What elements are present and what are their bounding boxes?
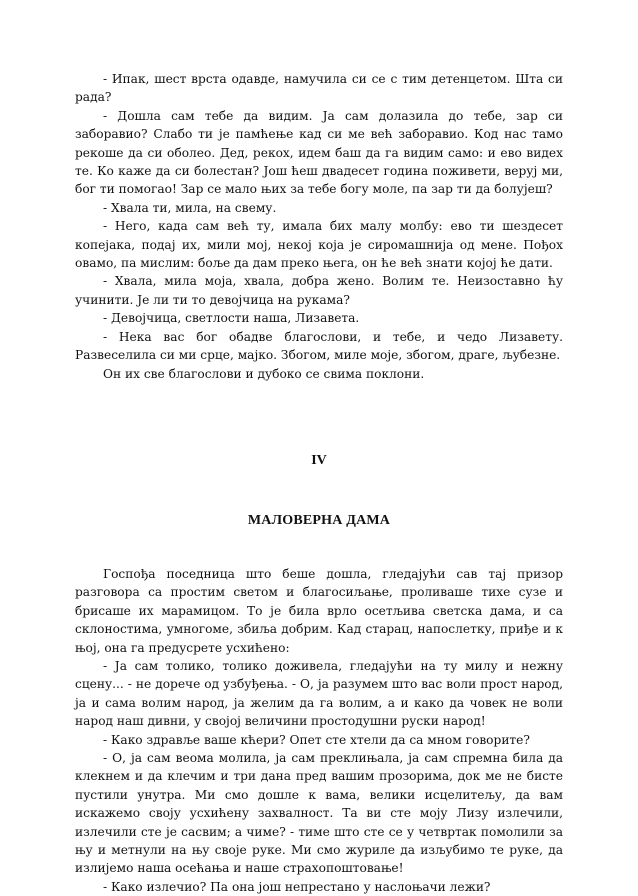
- paragraph: - Нека вас бог обадве благослови, и тебе, и чедо Лизавету. Развеселила си ми срце, мајко. Збогом, миле моје, збогом, драге, љубезне.: [75, 329, 563, 363]
- paragraph: Госпођа поседница што беше дошла, гледајући сав тај призор разговора са простим светом и благосиљање, проливаше тихе сузе и брисаше их марамицом. То је била врло осетљива светска дама, и са склоностима, умногоме, збиља добрим. Кад старац, напослетку, приђе и к њој, она га предусрете усхићено:: [75, 566, 563, 655]
- section-two: [75, 565, 563, 896]
- paragraph: - Дошла сам тебе да видим. Ја сам долазила до тебе, зар си заборавио? Слабо ти је памћење кад си ме већ заборавио. Код нас тамо рекоше да си оболео. Дед, рекох, идем баш да га видим само: и ево видех те. Ко каже да си болестан? Још ћеш двадесет година поживети, веруј ми, бог ти помогао! Зар се мало њих за тебе богу моле, па зар ти да болујеш?: [75, 108, 563, 197]
- chapter-title: МАЛОВЕРНА ДАМА: [247, 512, 391, 528]
- paragraph: - Хвала, мила моја, хвала, добра жено. Волим те. Неизоставно ћу учинити. Је ли ти то девојчица на рукама?: [75, 274, 563, 307]
- paragraph: - Хвала ти, мила, на свему.: [103, 200, 277, 215]
- paragraph: - О, ја сам веома молила, ја сам преклињала, ја сам спремна била да клекнем и да клечим и три дана пред вашим прозорима, док ме не бисте пустили унутра. Ми смо дошле к вама, велики исцелитељу, да вам искажемо своју усхићену захвалност. Та ви сте моју Лизу излечили, излечили сте је сасвим; а чиме? - тиме што сте се у четвртак помолили за њу и метнули на њу своје руке. Ми смо журиле да изљубимо те руке, да излијемо наша осећања и наше страхопоштовање!: [75, 750, 563, 876]
- paragraph: - Ипак, шест врста одавде, намучила си се с тим детенцетом. Шта си рада?: [75, 72, 563, 105]
- section-one: [75, 70, 563, 383]
- paragraph: - Него, када сам већ ту, имала бих малу молбу: ево ти шездесет копејака, подај их, мили мој, некој која је сиромашнија од мене. Пођох овамо, па мислим: боље да дам преко њега, он ће већ знати којој ће дати.: [75, 219, 563, 271]
- paragraph: - Девојчица, светлости наша, Лизавета.: [103, 311, 360, 326]
- chapter-number: IV: [311, 452, 327, 468]
- paragraph: Он их све благослови и дубоко се свима поклони.: [103, 366, 425, 381]
- paragraph: - Како излечио? Па она још непрестано у наслоњачи лежи?: [103, 879, 491, 894]
- paragraph: - Како здравље ваше кћери? Опет сте хтели да са мном говорите?: [103, 732, 530, 747]
- paragraph: - Ја сам толико, толико доживела, гледајући на ту милу и нежну сцену... - не дорече од узбуђења. - О, ја разумем што вас воли прост народ, ја и сама волим народ, ја желим да га волим, а и како да човек не воли народ наш дивни, у својој величини простодушни руски народ!: [75, 658, 563, 729]
- document-page: [75, 70, 563, 896]
